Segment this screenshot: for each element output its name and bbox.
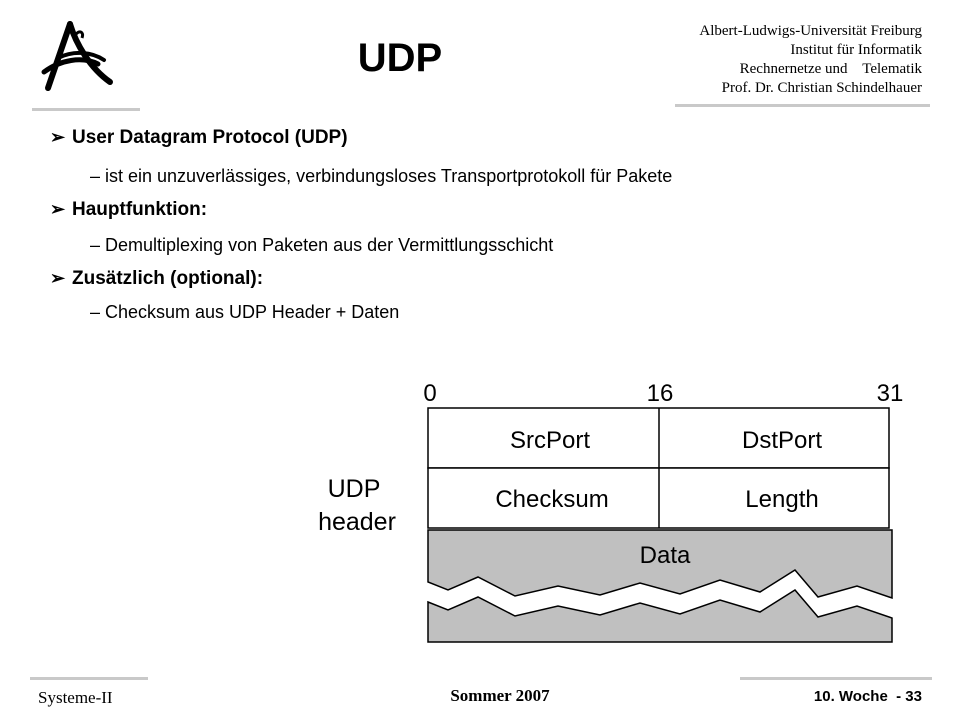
field-length: Length xyxy=(745,486,819,513)
footer-course: Systeme-II xyxy=(38,688,113,707)
bullet-heading-2: ➢ Hauptfunktion: xyxy=(50,199,208,220)
bullet-sub-3: – Checksum aus UDP Header + Daten xyxy=(90,302,400,322)
bullet-sub-2: – Demultiplexing von Paketen aus der Vermittlungsschicht xyxy=(90,235,554,255)
header-divider-right xyxy=(675,104,930,107)
field-data: Data xyxy=(639,542,691,569)
bullet-heading-3: ➢ Zusätzlich (optional): xyxy=(50,268,264,289)
header-divider-left xyxy=(32,108,140,111)
bullet-sub-1: – ist ein unzuverlässiges, verbindungsloses Transportprotokoll für Pakete xyxy=(90,166,673,186)
footer-divider-right xyxy=(740,677,932,680)
data-region-bottom xyxy=(428,590,892,642)
side-label-udp: UDP xyxy=(327,475,381,503)
bit-label-0: 0 xyxy=(423,380,437,407)
bullet-arrow-icon: ➢ xyxy=(50,199,66,219)
institution-institute: Institut für Informatik xyxy=(790,42,922,58)
institution-professor: Prof. Dr. Christian Schindelhauer xyxy=(721,80,922,96)
institution-university: Albert-Ludwigs-Universität Freiburg xyxy=(699,23,922,39)
footer-page-number: 10. Woche - 33 xyxy=(813,688,922,705)
field-dst-port: DstPort xyxy=(741,427,823,454)
footer-divider-left xyxy=(30,677,148,680)
bit-label-16: 16 xyxy=(646,380,674,407)
side-label-header: header xyxy=(318,508,396,536)
field-src-port: SrcPort xyxy=(509,427,591,454)
field-checksum: Checksum xyxy=(495,486,609,513)
bullet-arrow-icon: ➢ xyxy=(50,127,66,147)
bullet-heading-1: ➢ User Datagram Protocol (UDP) xyxy=(50,127,348,148)
footer-semester: Sommer 2007 xyxy=(450,686,550,705)
page-title: UDP xyxy=(357,36,443,80)
institution-department: Rechnernetze und Telematik xyxy=(739,61,922,77)
bit-label-31: 31 xyxy=(876,380,904,407)
bullet-arrow-icon: ➢ xyxy=(50,268,66,288)
udp-header-diagram xyxy=(300,370,920,660)
